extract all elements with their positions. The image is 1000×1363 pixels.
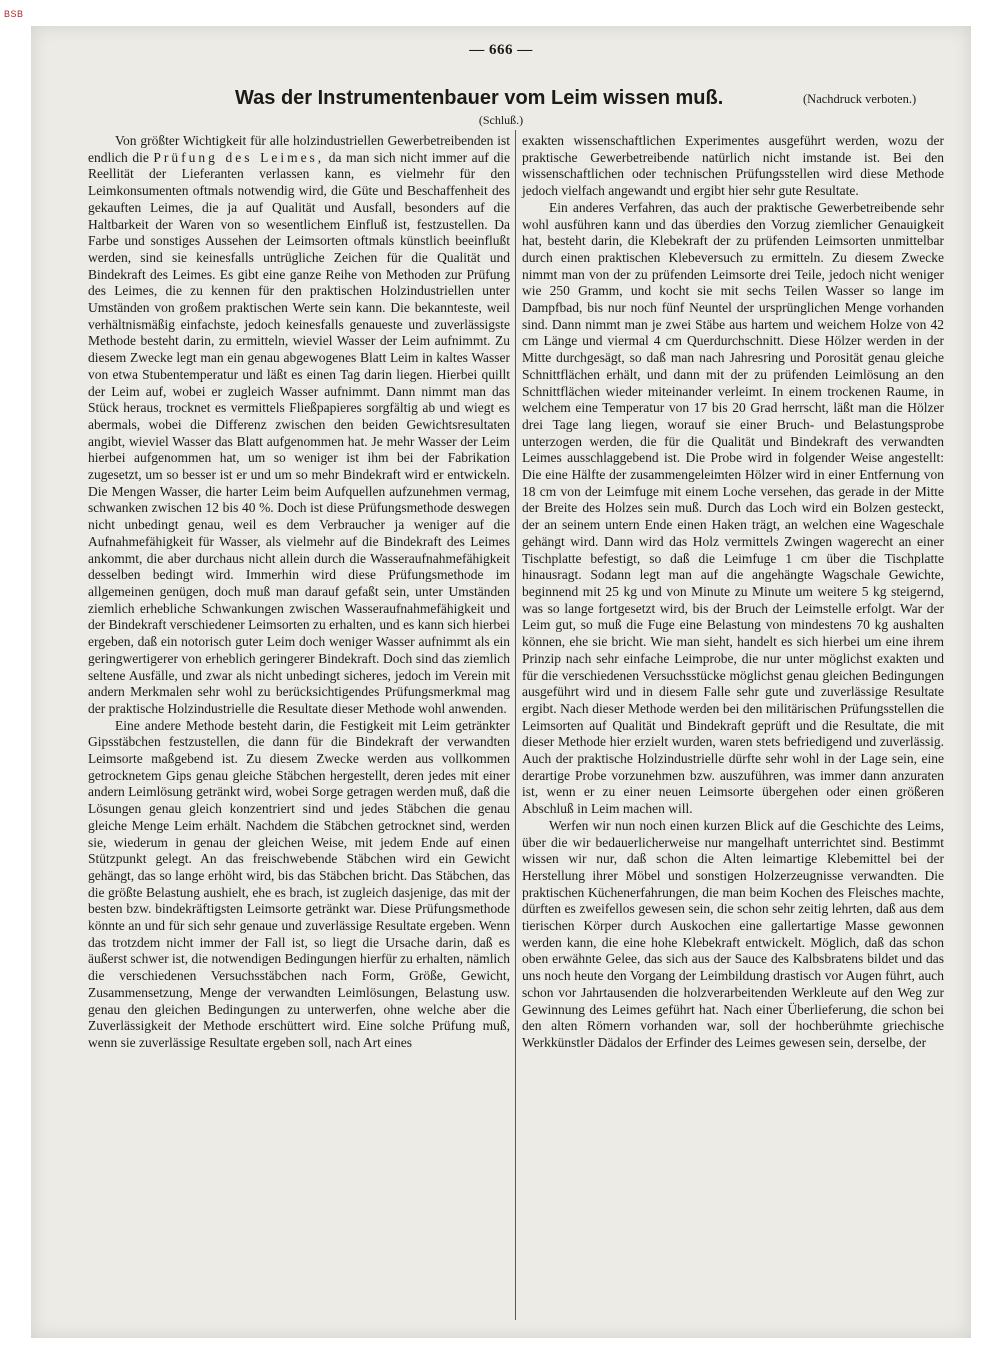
right-column xyxy=(522,133,944,1052)
library-mark: BSB xyxy=(4,9,24,19)
emphasized-text: Prüfung des Leimes, xyxy=(153,149,325,165)
paragraph: Ein anderes Verfahren, das auch der praktische Gewerbetreibende sehr wohl ausführen kann und das überdies den Vorzug ziemlicher Genauigkeit hat, besteht darin, die Klebekraft der zu prüfenden Leimsorten unmittelbar durch einen praktischen Klebeversuch zu ermitteln. Zu diesem Zwecke nimmt man von der zu prüfenden Leimsorte drei Teile, jedoch nicht weniger wie 250 Gramm, und kocht sie mit sechs Teilen Wasser so lange im Dampfbad, bis nur noch fünf Neuntel der ursprünglichen Menge vorhanden sind. Dann nimmt man je zwei Stäbe aus hartem und weichem Holze von 42 cm Länge und viermal 4 cm Querdurchschnitt. Diese Hölzer werden in der Mitte durchgesägt, so daß man nach Jahresring und Porosität genau gleiche Schnittflächen erhält, und dann mit der zu prüfenden Leimlösung an den Schnittflächen wieder miteinander verleimt. In einem trockenen Raume, in welchem eine Temperatur von 17 bis 20 Grad herrscht, läßt man die Hölzer drei Tage lang liegen, worauf sie einer Bruch- und Belastungsprobe unterzogen werden, die für die Qualität und Bindekraft des verwandten Leimes ausschlaggebend ist. Die Probe wird in folgender Weise angestellt: Die eine Hälfte der zusammengeleimten Hölzer wird in einer Entfernung von 18 cm von der Leimfuge mit einem Loche versehen, das gerade in der Mitte der Breite des Holzes sein muß. Durch das Loch wird ein Bolzen gesteckt, der an seinem untern Ende einen Haken trägt, an welchen eine Wageschale gehängt wird. Dann wird das Holz vermittels Zwingen wagerecht an einer Tischplatte befestigt, so daß die Leimfuge 1 cm über die Tischplatte hinausragt. Sodann legt man auf die angehängte Wagschale Gewichte, beginnend mit 25 kg und von Minute zu Minute um weitere 5 kg steigernd, was so lange fortgesetzt wird, bis der Bruch der Leimstelle erfolgt. War der Leim gut, so muß die Fuge eine Belastung von mindestens 70 kg aushalten können, ehe sie bricht. Wie man sieht, handelt es sich hierbei um eine ihrem Prinzip nach sehr einfache Leimprobe, die nur unter möglichst exakten und für die verschiedenen Versuchsstücke möglichst genau gleichen Bedingungen ausgeführt wird und in diesem Falle sehr gute und zuverlässige Resultate ergibt. Nach dieser Methode werden bei den militärischen Prüfungsstellen die Leimsorten auf Qualität und Bindekraft geprüft und die Resultate, die mit dieser Methode hier erzielt wurden, waren stets befriedigend und zuverlässig. Auch der praktische Holzindustrielle dürfte sehr wohl in der Lage sein, eine derartige Probe vorzunehmen bzw. auszuführen, was immer dann anzuraten ist, wenn er zu einer neuen Leimsorte übergehen oder einen größeren Abschluß in Leim machen will. xyxy=(522,199,944,817)
article-title: Was der Instrumentenbauer vom Leim wissen muß. xyxy=(235,87,724,109)
paragraph-text: da man sich nicht immer auf die Reellität der Lieferanten verlassen kann, es vielmehr für den Leimkonsumenten oftmals notwendig wird, die Güte und Beschaffenheit des gekauften Leimes, die ja auf Qualität und Ausfall, besonders auf die Haltbarkeit der Waren von so wesentlichem Einfluß ist, festzustellen. Da Farbe und sonstiges Aussehen der Leimsorten oftmals künstlich beeinflußt werden, sind sie keinesfalls untrügliche Zeichen für die Qualität und Bindekraft des Leimes. Es gibt eine ganze Reihe von Methoden zur Prüfung des Leimes, die zu kennen für den praktischen Holzindustriellen unter Umständen von großem praktischen Werte sein kann. Die bekannteste, weil verhältnismäßig einfachste, jedoch keinesfalls genaueste und zuverlässigste Methode besteht darin, zu ermitteln, wieviel Wasser der Leim aufnimmt. Zu diesem Zwecke legt man ein genau abgewogenes Blatt Leim in kaltes Wasser von etwa Stubentemperatur und läßt es einen Tag darin liegen. Hierbei quillt der Leim auf, wobei er zugleich Wasser aufnimmt. Dann nimmt man das Stück heraus, trocknet es vermittels Fließpapieres sorgfältig ab und wiegt es abermals, wobei die Differenz zwischen den beiden Gewichtsresultaten angibt, wieviel Wasser das Blatt aufgenommen hat. Je mehr Wasser der Leim hierbei aufgenommen hat, um so weniger ist ihm bei der Fabrikation zugesetzt, um so besser ist er und um so mehr Bindekraft wird er entwickeln. Die Mengen Wasser, die harter Leim beim Aufquellen aufzunehmen vermag, schwanken zwischen 12 bis 40 %. Doch ist diese Prüfungsmethode deswegen nicht unbedingt genau, weil es dem Verbraucher ja weniger auf die Aufnahmefähigkeit für Wasser, als vielmehr auf die Bindekraft des Leimes ankommt, die aber durchaus nicht allein durch die Wasseraufnahmefähigkeit desselben bedingt wird. Immerhin wird diese Prüfungsmethode im allgemeinen genügen, doch muß man darauf gefaßt sein, unter Umständen ziemlich erhebliche Schwankungen zwischen Wasseraufnahmefähigkeit und der Bindekraft verschiedener Leimsorten zu erhalten, und es kann sich hierbei ergeben, daß ein notorisch guter Leim doch weniger Wasser aufnimmt als ein geringwertigerer von erheblich geringerer Bindekraft. Doch sind das ziemlich seltene Ausfälle, und zwar als nicht unbedingt sicheres, jedoch im Verein mit andern Merkmalen sehr wohl zu berücksichtigendes Prüfungsmerkmal mag der praktische Holzindustrielle die Resultate dieser Methode wohl anwenden. xyxy=(88,149,510,716)
paragraph xyxy=(88,133,510,718)
paragraph: Eine andere Methode besteht darin, die Festigkeit mit Leim getränkter Gipsstäbchen festzustellen, die dann für die Bindekraft der verwandten Leimsorte maßgebend ist. Zu diesem Zwecke werden aus vollkommen getrocknetem Gips genau gleiche Stäbchen hergestellt, deren jedes mit einer andern Leimlösung getränkt wird, wobei Sorge getragen werden muß, daß die Lösungen genau gleich konzentriert sind und jedes Stäbchen die genau gleiche Menge Leim erhält. Nachdem die Stäbchen getrocknet sind, werden sie, wiederum in genau der gleichen Weise, mit jedem Ende auf einen Stützpunkt gelegt. An das freischwebende Stäbchen wird ein Gewicht gehängt, das so lange erhöht wird, bis das Stäbchen bricht. Das Stäbchen, das die größte Belastung aushielt, ehe es brach, ist zugleich dasjenige, das mit der besten bzw. bindekräftigsten Leimsorte getränkt war. Diese Prüfungsmethode könnte an und für sich sehr genaue und zuverlässige Resultate ergeben. Wenn das trotzdem nicht immer der Fall ist, so liegt die Ursache darin, daß es äußerst schwer ist, die notwendigen Bedingungen hierfür zu erhalten, nämlich die verschiedenen Versuchsstäbchen nach Form, Größe, Gewicht, Zusammensetzung, Menge der verwandten Leimlösungen, Belastung usw. genau den gleichen Bedingungen zu unterwerfen, ohne welche aber die Zuverlässigkeit der Methode erschüttert wird. Eine solche Prüfung muß, wenn sie zuverlässige Resultate ergeben soll, nach Art eines xyxy=(88,717,510,1050)
article-subtitle: (Schluß.) xyxy=(478,113,524,127)
paragraph: Werfen wir nun noch einen kurzen Blick auf die Geschichte des Leims, über die wir bedauerlicherweise nur mangelhaft unterrichtet sind. Bestimmt wissen wir nur, daß schon die Alten leimartige Klebemittel bei der Herstellung ihrer Möbel und sonstigen Holzerzeugnisse verwandten. Die praktischen Küchenerfahrungen, die man beim Kochen des Fleisches machte, dürften es zweifellos gewesen sein, die schon sehr zeitig lehrten, daß aus dem tierischen Körper durch Auskochen eine gallertartige Masse gewonnen werden kann, die eine hohe Klebekraft entwickelt. Möglich, daß das schon oben erwähnte Gelee, das sich aus der Sauce des Kalbsbratens bildet und das uns noch heute den Vorgang der Leimbildung drastisch vor Augen führt, auch schon vor Jahrtausenden die holzverarbeitenden Werkleute auf den Weg zur Gewinnung des Leimes geführt hat. Nach einer Überlieferung, die schon bei den alten Römern vorhanden war, soll der hochberühmte griechische Werkkünstler Dädalos der Erfinder des Leimes gewesen sein, derselbe, der xyxy=(522,817,944,1050)
left-column xyxy=(88,133,510,1052)
column-divider xyxy=(515,130,516,1320)
paragraph-text: Von größter Wichtigkeit für alle holzindustriellen Gewerbetreibenden ist endlich die xyxy=(88,133,510,165)
paragraph: exakten wissenschaftlichen Experimentes ausgeführt werden, wozu der praktische Gewerbetreibende natürlich nicht imstande ist. Bei den wissenschaftlichen oder technischen Prüfungsstellen wird diese Methode jedoch vielfach angewandt und ergibt hier sehr gute Resultate. xyxy=(522,133,944,199)
reprint-note: (Nachdruck verboten.) xyxy=(803,92,917,106)
page-number: — 666 — xyxy=(469,42,533,58)
scanned-page xyxy=(31,26,971,1338)
